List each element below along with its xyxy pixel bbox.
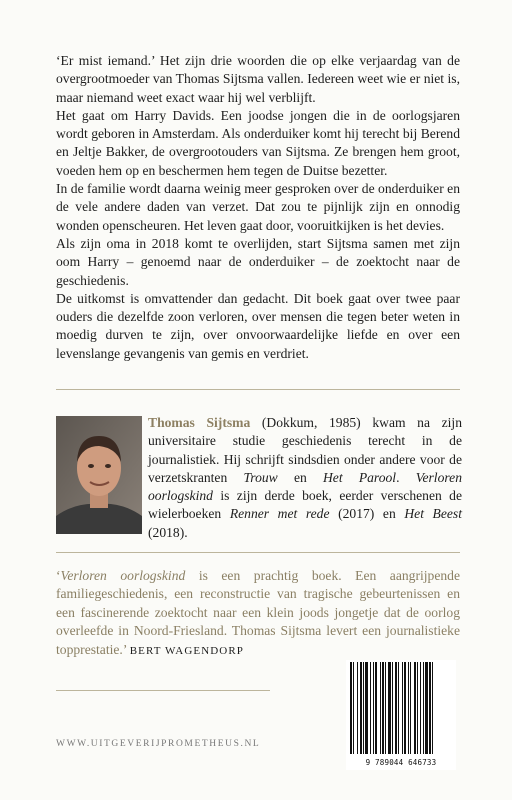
author-bio-text: is zijn derde boek, eerder verschenen de wielerboeken: [148, 488, 462, 522]
divider-middle: [56, 552, 460, 553]
barcode-bar: [402, 662, 403, 754]
author-bio-text: (2017) en: [329, 506, 405, 522]
newspaper-trouw: Trouw: [243, 469, 278, 485]
barcode-bar: [370, 662, 371, 754]
barcode-bar: [417, 662, 418, 754]
isbn-barcode: [346, 660, 456, 770]
author-bio-text: en: [277, 469, 323, 485]
quote-attribution: BERT WAGENDORP: [129, 644, 244, 657]
review-quote: [56, 567, 460, 660]
blurb-paragraph: De uitkomst is omvattender dan gedacht. Dit boek gaat over twee paar ouders die dezelfde zoon verloren, over mensen die tegen beter weten in moedig durven te zijn, over onvoorwaardelijke liefde en over een levenslange gevangenis van gemis en verdriet.: [56, 290, 460, 361]
newspaper-parool: Het Parool: [322, 469, 397, 485]
author-bio-text: (2018).: [148, 524, 188, 540]
quote-text: is een prachtig boek. Een aangrijpende familiegeschiedenis, een reconstructie van tragische gebeurtenissen en een fascinerende zoektocht naar een klein joods jongetje dat de oorlog overleefde in Noord-Friesland. Thomas Sijtsma levert een journalistieke topprestatie.’: [56, 568, 460, 657]
barcode-bar: [375, 662, 377, 754]
barcode-bar: [363, 662, 364, 754]
blurb-paragraph: ‘Er mist iemand.’ Het zijn drie woorden die op elke verjaardag van de overgrootmoeder van Thomas Sijtsma vallen. Iedereen weet wie er niet is, maar niemand weet exact waar hij wel verblijft.: [56, 53, 460, 105]
author-bio-text: (Dokkum, 1985) kwam na zijn universitaire studie geschiedenis terecht in de journalistiek. Hij schrijft sindsdien onder andere voor de verzetskranten: [148, 415, 462, 485]
barcode-bar: [360, 662, 362, 754]
barcode-bar: [408, 662, 409, 754]
book-title-renner: Renner met rede: [229, 506, 330, 522]
barcode-bar: [420, 662, 421, 754]
barcode-bar: [380, 662, 381, 754]
barcode-bar: [353, 662, 354, 754]
author-bio-text: .: [396, 469, 416, 485]
barcode-bar: [423, 662, 424, 754]
barcode-bar: [425, 662, 428, 754]
blurb-paragraph: Het gaat om Harry Davids. Een joodse jongen die in de oorlogsjaren wordt geboren in Amsterdam. Als onderduiker komt hij terecht bij Berend en Jeltje Bakker, de overgrootouders van Sijtsma. Ze brengen hem groot, voeden hem op en beschermen hem tegen de Duitse bezetter.: [56, 107, 460, 178]
barcode-bar: [414, 662, 416, 754]
divider-bottom: [56, 690, 270, 691]
barcode-bar: [357, 662, 358, 754]
barcode-bar: [404, 662, 406, 754]
blurb-paragraph: In de familie wordt daarna weinig meer gesproken over de onderduiker en de vele andere daden van verzet. Dat zou te pijnlijk zijn en onnodig wonden openscheuren. Het leven gaat door, vooruitkijken is het devies.: [56, 181, 460, 233]
book-title: Verloren oorlogskind: [148, 469, 462, 504]
barcode-bar: [373, 662, 374, 754]
author-bio: [148, 414, 462, 542]
barcode-bars: [346, 660, 456, 756]
barcode-bar: [382, 662, 384, 754]
barcode-bar: [350, 662, 352, 754]
barcode-bar: [388, 662, 391, 754]
author-portrait-image: [56, 416, 142, 534]
blurb-paragraph: Als zijn oma in 2018 komt te overlijden, start Sijtsma samen met zijn oom Harry – genoemd naar de onderduiker – de zoektocht naar de geschiedenis.: [56, 235, 460, 288]
barcode-bar: [398, 662, 399, 754]
barcode-bar: [395, 662, 397, 754]
barcode-bar: [429, 662, 431, 754]
barcode-bar: [385, 662, 386, 754]
quote-book-title: Verloren oorlogskind: [60, 568, 186, 583]
book-title-beest: Het Beest: [404, 506, 462, 522]
back-cover-blurb: [56, 52, 460, 363]
barcode-bar: [432, 662, 433, 754]
divider-top: [56, 389, 460, 390]
quote-mark: ‘: [56, 568, 61, 583]
barcode-bar: [365, 662, 368, 754]
barcode-digits: 9 789044 646733: [365, 758, 437, 767]
author-photo: [56, 416, 142, 534]
publisher-website: WWW.UITGEVERIJPROMETHEUS.NL: [56, 739, 261, 749]
barcode-bar: [410, 662, 411, 754]
barcode-bar: [392, 662, 393, 754]
author-name: Thomas Sijtsma: [148, 415, 251, 430]
